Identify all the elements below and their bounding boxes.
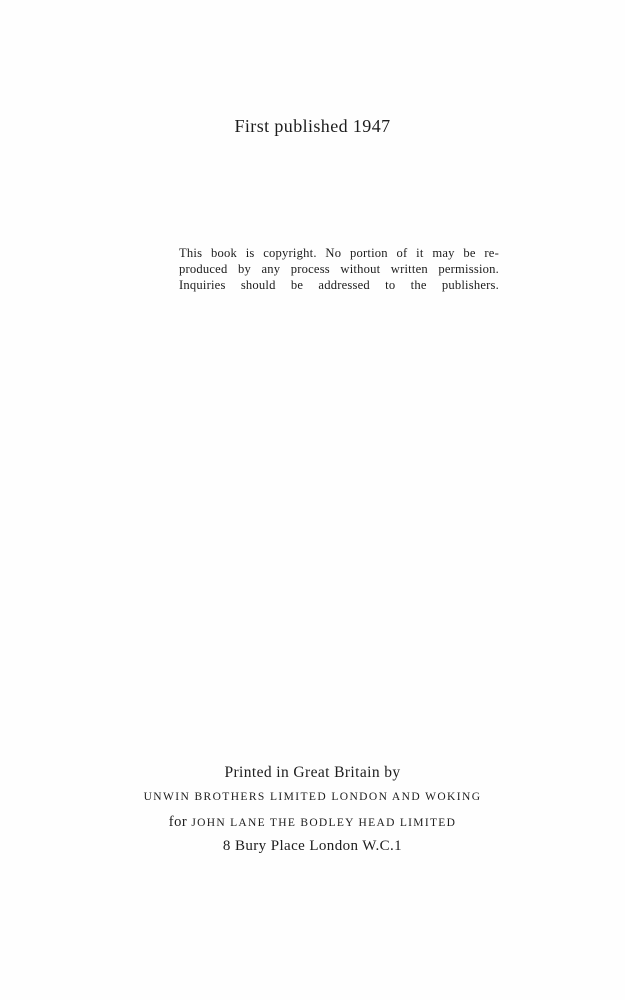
printer-name: UNWIN BROTHERS LIMITED LONDON AND WOKING	[143, 791, 482, 803]
first-published-line: First published 1947	[234, 116, 391, 136]
copyright-line-1: This book is copyright. No portion of it may be re-	[179, 246, 499, 260]
printer-colophon	[0, 764, 625, 860]
printed-in-line: Printed in Great Britain by	[224, 764, 401, 781]
copyright-line-3: Inquiries should be addressed to the publishers.	[179, 278, 499, 292]
publisher-address: 8 Bury Place London W.C.1	[222, 838, 403, 854]
copyright-line-2: produced by any process without written permission.	[179, 262, 499, 276]
publisher-name: JOHN LANE THE BODLEY HEAD LIMITED	[191, 817, 457, 829]
copyright-notice	[179, 245, 499, 293]
publisher-line	[0, 812, 625, 836]
for-prefix: for	[168, 814, 188, 830]
